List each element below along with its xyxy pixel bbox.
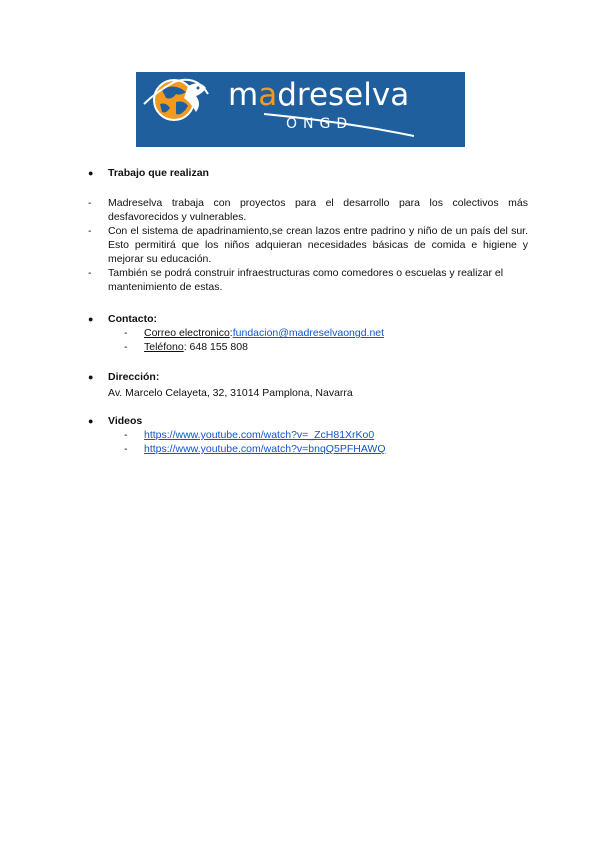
email-label: Correo electronico	[144, 327, 230, 339]
dash-marker: -	[124, 443, 128, 455]
globe-dove-icon	[144, 80, 208, 120]
section-direccion	[88, 370, 528, 400]
heading-text: Videos	[108, 415, 143, 427]
list-item-text: Madreselva trabaja con proyectos para el desarrollo para los colectivos más desfavorecidos y vulnerables.	[108, 197, 528, 223]
video-link-2[interactable]: https://www.youtube.com/watch?v=bnqQ5PFHAWQ	[144, 443, 386, 455]
section-heading-direccion	[88, 370, 528, 384]
list-item	[88, 266, 528, 294]
contact-email-row: - Correo electronico : fundacion@madreselvaongd.net	[124, 327, 385, 339]
dash-marker: -	[124, 429, 128, 441]
brand-prefix: m	[228, 77, 259, 113]
email-link[interactable]: fundacion@madreselvaongd.net	[232, 327, 385, 339]
section-heading-contacto	[88, 312, 528, 326]
heading-text: Contacto:	[108, 313, 157, 325]
heading-text: Trabajo que realizan	[108, 167, 209, 179]
address-text: Av. Marcelo Celayeta, 32, 31014 Pamplona, Navarra	[108, 387, 353, 399]
list-item-text: Con el sistema de apadrinamiento,se crean lazos entre padrino y niño de un país del sur. Esto permitirá que los niños adquieran necesidades básicas de comida e higiene y mejorar su educación.	[108, 225, 528, 265]
dash-marker: -	[124, 341, 128, 353]
bullet-icon: ●	[88, 168, 94, 178]
section-heading-videos	[88, 414, 528, 428]
video-link-row	[124, 442, 528, 456]
section-videos	[88, 414, 528, 456]
section-contacto	[88, 312, 528, 354]
contact-phone-row: - Teléfono : 648 155 808	[124, 341, 248, 353]
dash-marker: -	[88, 197, 92, 209]
video-link-1[interactable]: https://www.youtube.com/watch?v=_ZcH81XrKo0	[144, 429, 375, 441]
dash-marker: -	[88, 225, 92, 237]
madreselva-logo-banner	[136, 72, 465, 147]
logo-graphic	[136, 72, 465, 147]
phone-value: 648 155 808	[189, 341, 248, 353]
bullet-icon: ●	[88, 314, 94, 324]
bullet-icon: ●	[88, 416, 94, 426]
heading-text: Dirección:	[108, 371, 160, 383]
section-heading-trabajo	[88, 166, 528, 180]
brand-subtitle: ONGD	[286, 116, 354, 132]
brand-wordmark	[228, 77, 409, 113]
list-item	[88, 196, 528, 224]
section-trabajo	[88, 166, 528, 294]
phone-label: Teléfono	[144, 341, 184, 353]
list-item	[88, 224, 528, 266]
dash-marker: -	[88, 267, 92, 279]
video-link-row	[124, 428, 528, 442]
list-item-text: También se podrá construir infraestructuras como comedores o escuelas y realizar el mantenimiento de estas.	[108, 267, 504, 293]
brand-accent: a	[258, 77, 278, 113]
bullet-icon: ●	[88, 372, 94, 382]
dash-marker: -	[124, 327, 128, 339]
brand-suffix: dreselva	[277, 77, 410, 113]
